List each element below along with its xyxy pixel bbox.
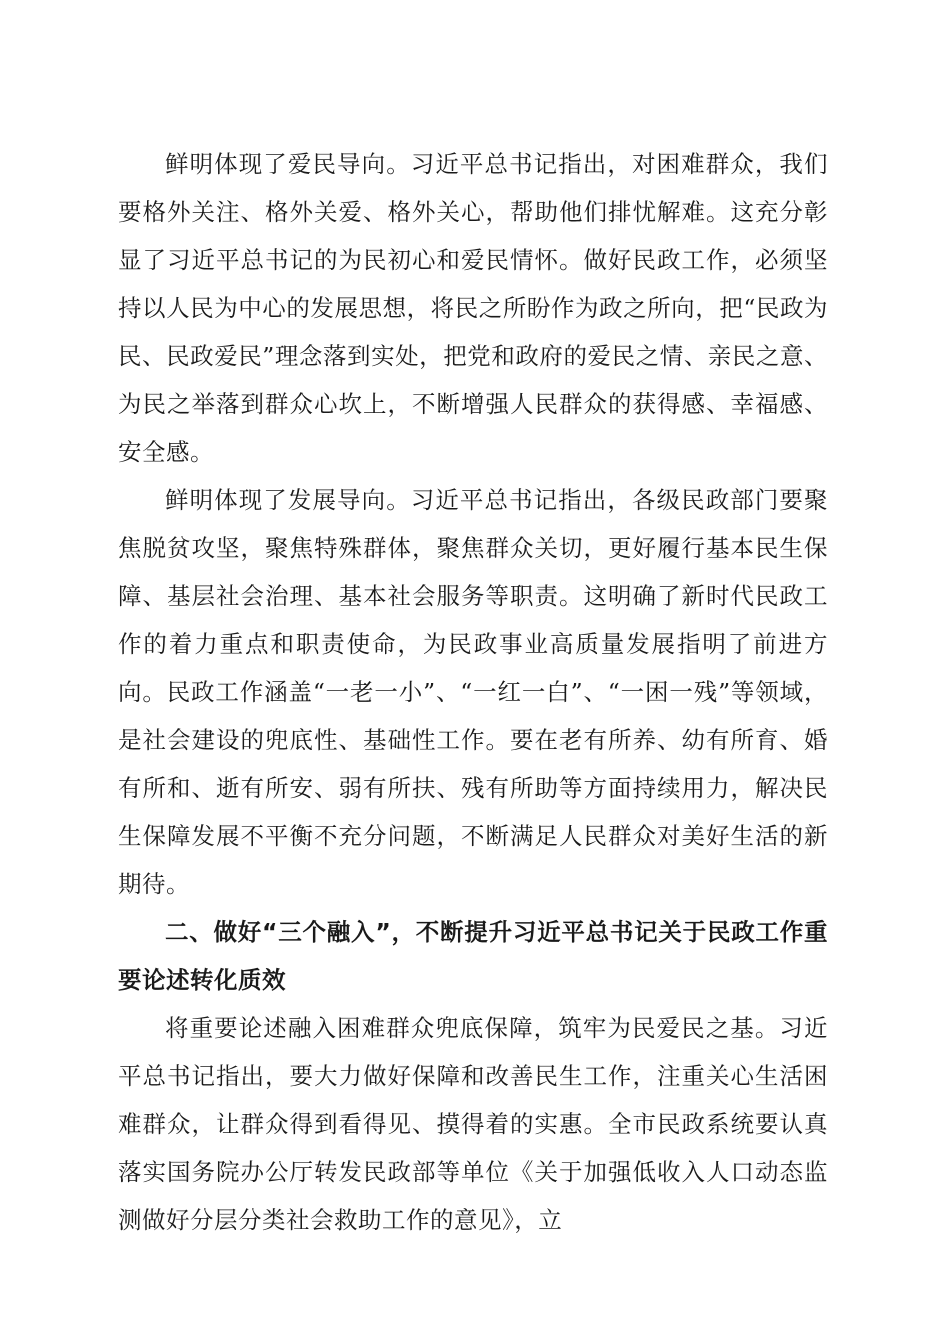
- paragraph-development-orientation: 鲜明体现了发展导向。习近平总书记指出，各级民政部门要聚焦脱贫攻坚，聚焦特殊群体，聚焦群众关切，更好履行基本民生保障、基层社会治理、基本社会服务等职责。这明确了新时代民政工作的着力重点和职责使命，为民政事业高质量发展指明了前进方向。民政工作涵盖“一老一小”、“一红一白”、“一困一残”等领域，是社会建设的兜底性、基础性工作。要在老有所养、幼有所育、婚有所和、逝有所安、弱有所扶、残有所助等方面持续用力，解决民生保障发展不平衡不充分问题，不断满足人民群众对美好生活的新期待。: [118, 486, 828, 898]
- paragraph-love-people-orientation: 鲜明体现了爱民导向。习近平总书记指出，对困难群众，我们要格外关注、格外关爱、格外关心，帮助他们排忧解难。这充分彰显了习近平总书记的为民初心和爱民情怀。做好民政工作，必须坚持以人民为中心的发展思想，将民之所盼作为政之所向，把“民政为民、民政爱民”理念落到实处，把党和政府的爱民之情、亲民之意、为民之举落到群众心坎上，不断增强人民群众的获得感、幸福感、安全感。: [118, 150, 828, 466]
- document-body: [118, 140, 828, 1244]
- paragraph-integration-into-assistance: 将重要论述融入困难群众兜底保障，筑牢为民爱民之基。习近平总书记指出，要大力做好保障和改善民生工作，注重关心生活困难群众，让群众得到看得见、摸得着的实惠。全市民政系统要认真落实国务院办公厅转发民政部等单位《关于加强低收入人口动态监测做好分层分类社会救助工作的意见》，立: [118, 1014, 828, 1234]
- section-heading-three-integrations: 二、做好“三个融入”，不断提升习近平总书记关于民政工作重要论述转化质效: [118, 918, 828, 994]
